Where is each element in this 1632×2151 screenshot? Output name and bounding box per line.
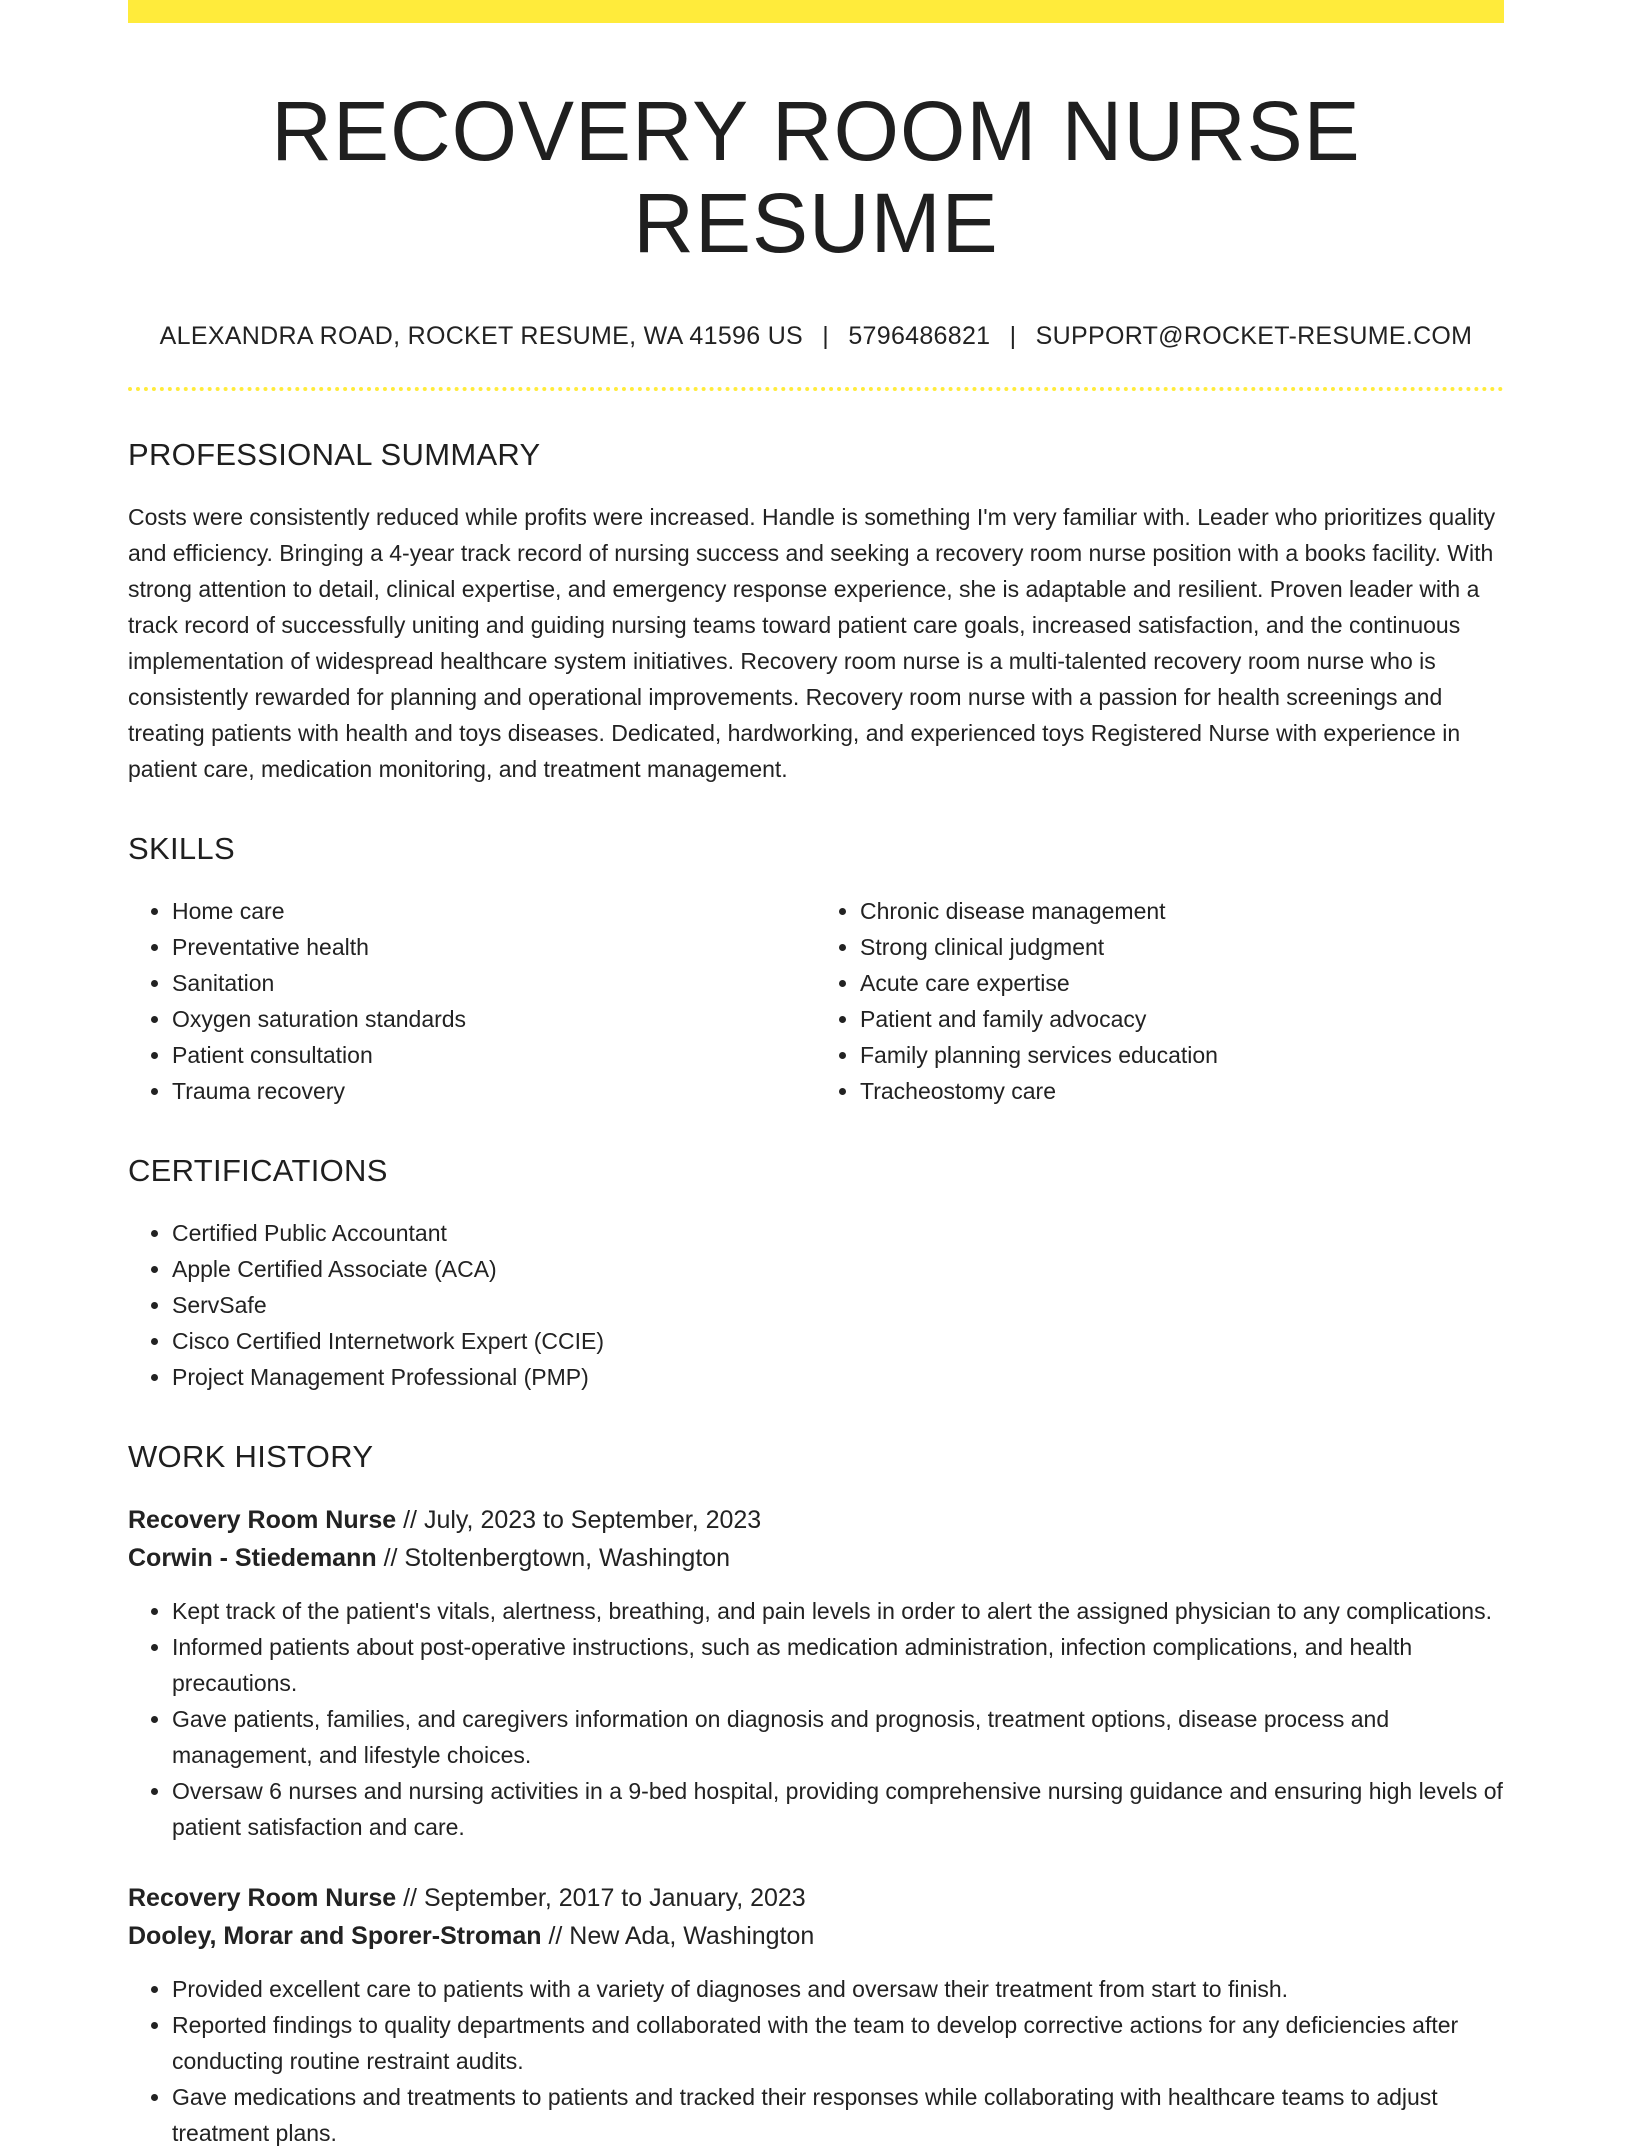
job-company-line <box>128 1917 1504 1955</box>
job-bullet: • Oversaw 6 nurses and nursing activities in a 9-bed hospital, providing comprehensive nursing guidance and ensuring high levels of patient satisfaction and care. <box>172 1773 1504 1845</box>
job-title-line <box>128 1501 1504 1539</box>
job-company-line <box>128 1539 1504 1577</box>
job-entry <box>128 1879 1504 2151</box>
job-bullet: • Informed patients about post-operative instructions, such as medication administration, infection complications, and health precautions. <box>172 1629 1504 1701</box>
skill-item: • Patient consultation <box>172 1037 816 1073</box>
job-bullet: • Provided excellent care to patients with a variety of diagnoses and oversaw their treatment from start to finish. <box>172 1971 1504 2007</box>
certifications-list <box>128 1215 1504 1395</box>
job-title-line <box>128 1879 1504 1917</box>
job-dates: // July, 2023 to September, 2023 <box>403 1505 762 1534</box>
job-bullet: • Reported findings to quality departments and collaborated with the team to develop corrective actions for any deficiencies after conducting routine restraint audits. <box>172 2007 1504 2079</box>
contact-separator: | <box>822 321 830 350</box>
summary-text: Costs were consistently reduced while profits were increased. Handle is something I'm very familiar with. Leader who prioritizes quality and efficiency. Bringing a 4-year track record of nursing success and seeking a recovery room nurse position with a books facility. With strong attention to detail, clinical expertise, and emergency response experience, she is adaptable and resilient. Proven leader with a track record of successfully uniting and guiding nursing teams toward patient care goals, increased satisfaction, and the continuous implementation of widespread healthcare system initiatives. Recovery room nurse is a multi-talented recovery room nurse who is consistently rewarded for planning and operational improvements. Recovery room nurse with a passion for health screenings and treating patients with health and toys diseases. Dedicated, hardworking, and experienced toys Registered Nurse with experience in patient care, medication monitoring, and treatment management. <box>128 503 1496 782</box>
certifications-heading: CERTIFICATIONS <box>128 1152 388 1188</box>
page-title: RECOVERY ROOM NURSE RESUME <box>271 84 1361 271</box>
top-accent-bar <box>128 0 1504 23</box>
job-title: Recovery Room Nurse <box>128 1883 397 1912</box>
skill-item: • Tracheostomy care <box>860 1073 1504 1109</box>
skill-item: • Patient and family advocacy <box>860 1001 1504 1037</box>
job-bullet: • Gave medications and treatments to patients and tracked their responses while collaborating with healthcare teams to adjust treatment plans. <box>172 2079 1504 2151</box>
job-entry <box>128 1501 1504 1845</box>
work-history-heading: WORK HISTORY <box>128 1438 374 1474</box>
summary-heading: PROFESSIONAL SUMMARY <box>128 436 541 472</box>
job-company: Dooley, Morar and Sporer-Stroman <box>128 1921 542 1950</box>
certification-item: • Project Management Professional (PMP) <box>172 1359 1504 1395</box>
certification-item: • Cisco Certified Internetwork Expert (CCIE) <box>172 1323 1504 1359</box>
job-bullet: • Gave patients, families, and caregivers information on diagnosis and prognosis, treatment options, disease process and management, and lifestyle choices. <box>172 1701 1504 1773</box>
job-company: Corwin - Stiedemann <box>128 1543 377 1572</box>
skill-item: • Trauma recovery <box>172 1073 816 1109</box>
skill-item: • Home care <box>172 893 816 929</box>
skills-heading: SKILLS <box>128 830 235 866</box>
contact-phone: 5796486821 <box>848 321 991 350</box>
certification-item: • ServSafe <box>172 1287 1504 1323</box>
job-location: // Stoltenbergtown, Washington <box>383 1543 731 1572</box>
skill-item: • Family planning services education <box>860 1037 1504 1073</box>
certification-item: • Certified Public Accountant <box>172 1215 1504 1251</box>
skill-item: • Sanitation <box>172 965 816 1001</box>
job-location: // New Ada, Washington <box>548 1921 815 1950</box>
header-divider <box>128 387 1504 391</box>
certification-item: • Apple Certified Associate (ACA) <box>172 1251 1504 1287</box>
contact-address: ALEXANDRA ROAD, ROCKET RESUME, WA 41596 US <box>159 321 804 350</box>
contact-email: SUPPORT@ROCKET-RESUME.COM <box>1035 321 1473 350</box>
job-bullets <box>128 1971 1504 2151</box>
skill-item: • Preventative health <box>172 929 816 965</box>
contact-line <box>128 322 1504 351</box>
skills-list-left <box>128 893 816 1109</box>
job-bullet: • Kept track of the patient's vitals, alertness, breathing, and pain levels in order to alert the assigned physician to any complications. <box>172 1593 1504 1629</box>
skill-item: • Acute care expertise <box>860 965 1504 1001</box>
skill-item: • Strong clinical judgment <box>860 929 1504 965</box>
job-title: Recovery Room Nurse <box>128 1505 397 1534</box>
skill-item: • Chronic disease management <box>860 893 1504 929</box>
job-dates: // September, 2017 to January, 2023 <box>403 1883 806 1912</box>
skills-list-right <box>816 893 1504 1109</box>
job-bullets <box>128 1593 1504 1845</box>
skill-item: • Oxygen saturation standards <box>172 1001 816 1037</box>
skills-columns <box>128 893 1504 1109</box>
resume-content <box>128 0 1504 2151</box>
contact-separator: | <box>1009 321 1017 350</box>
